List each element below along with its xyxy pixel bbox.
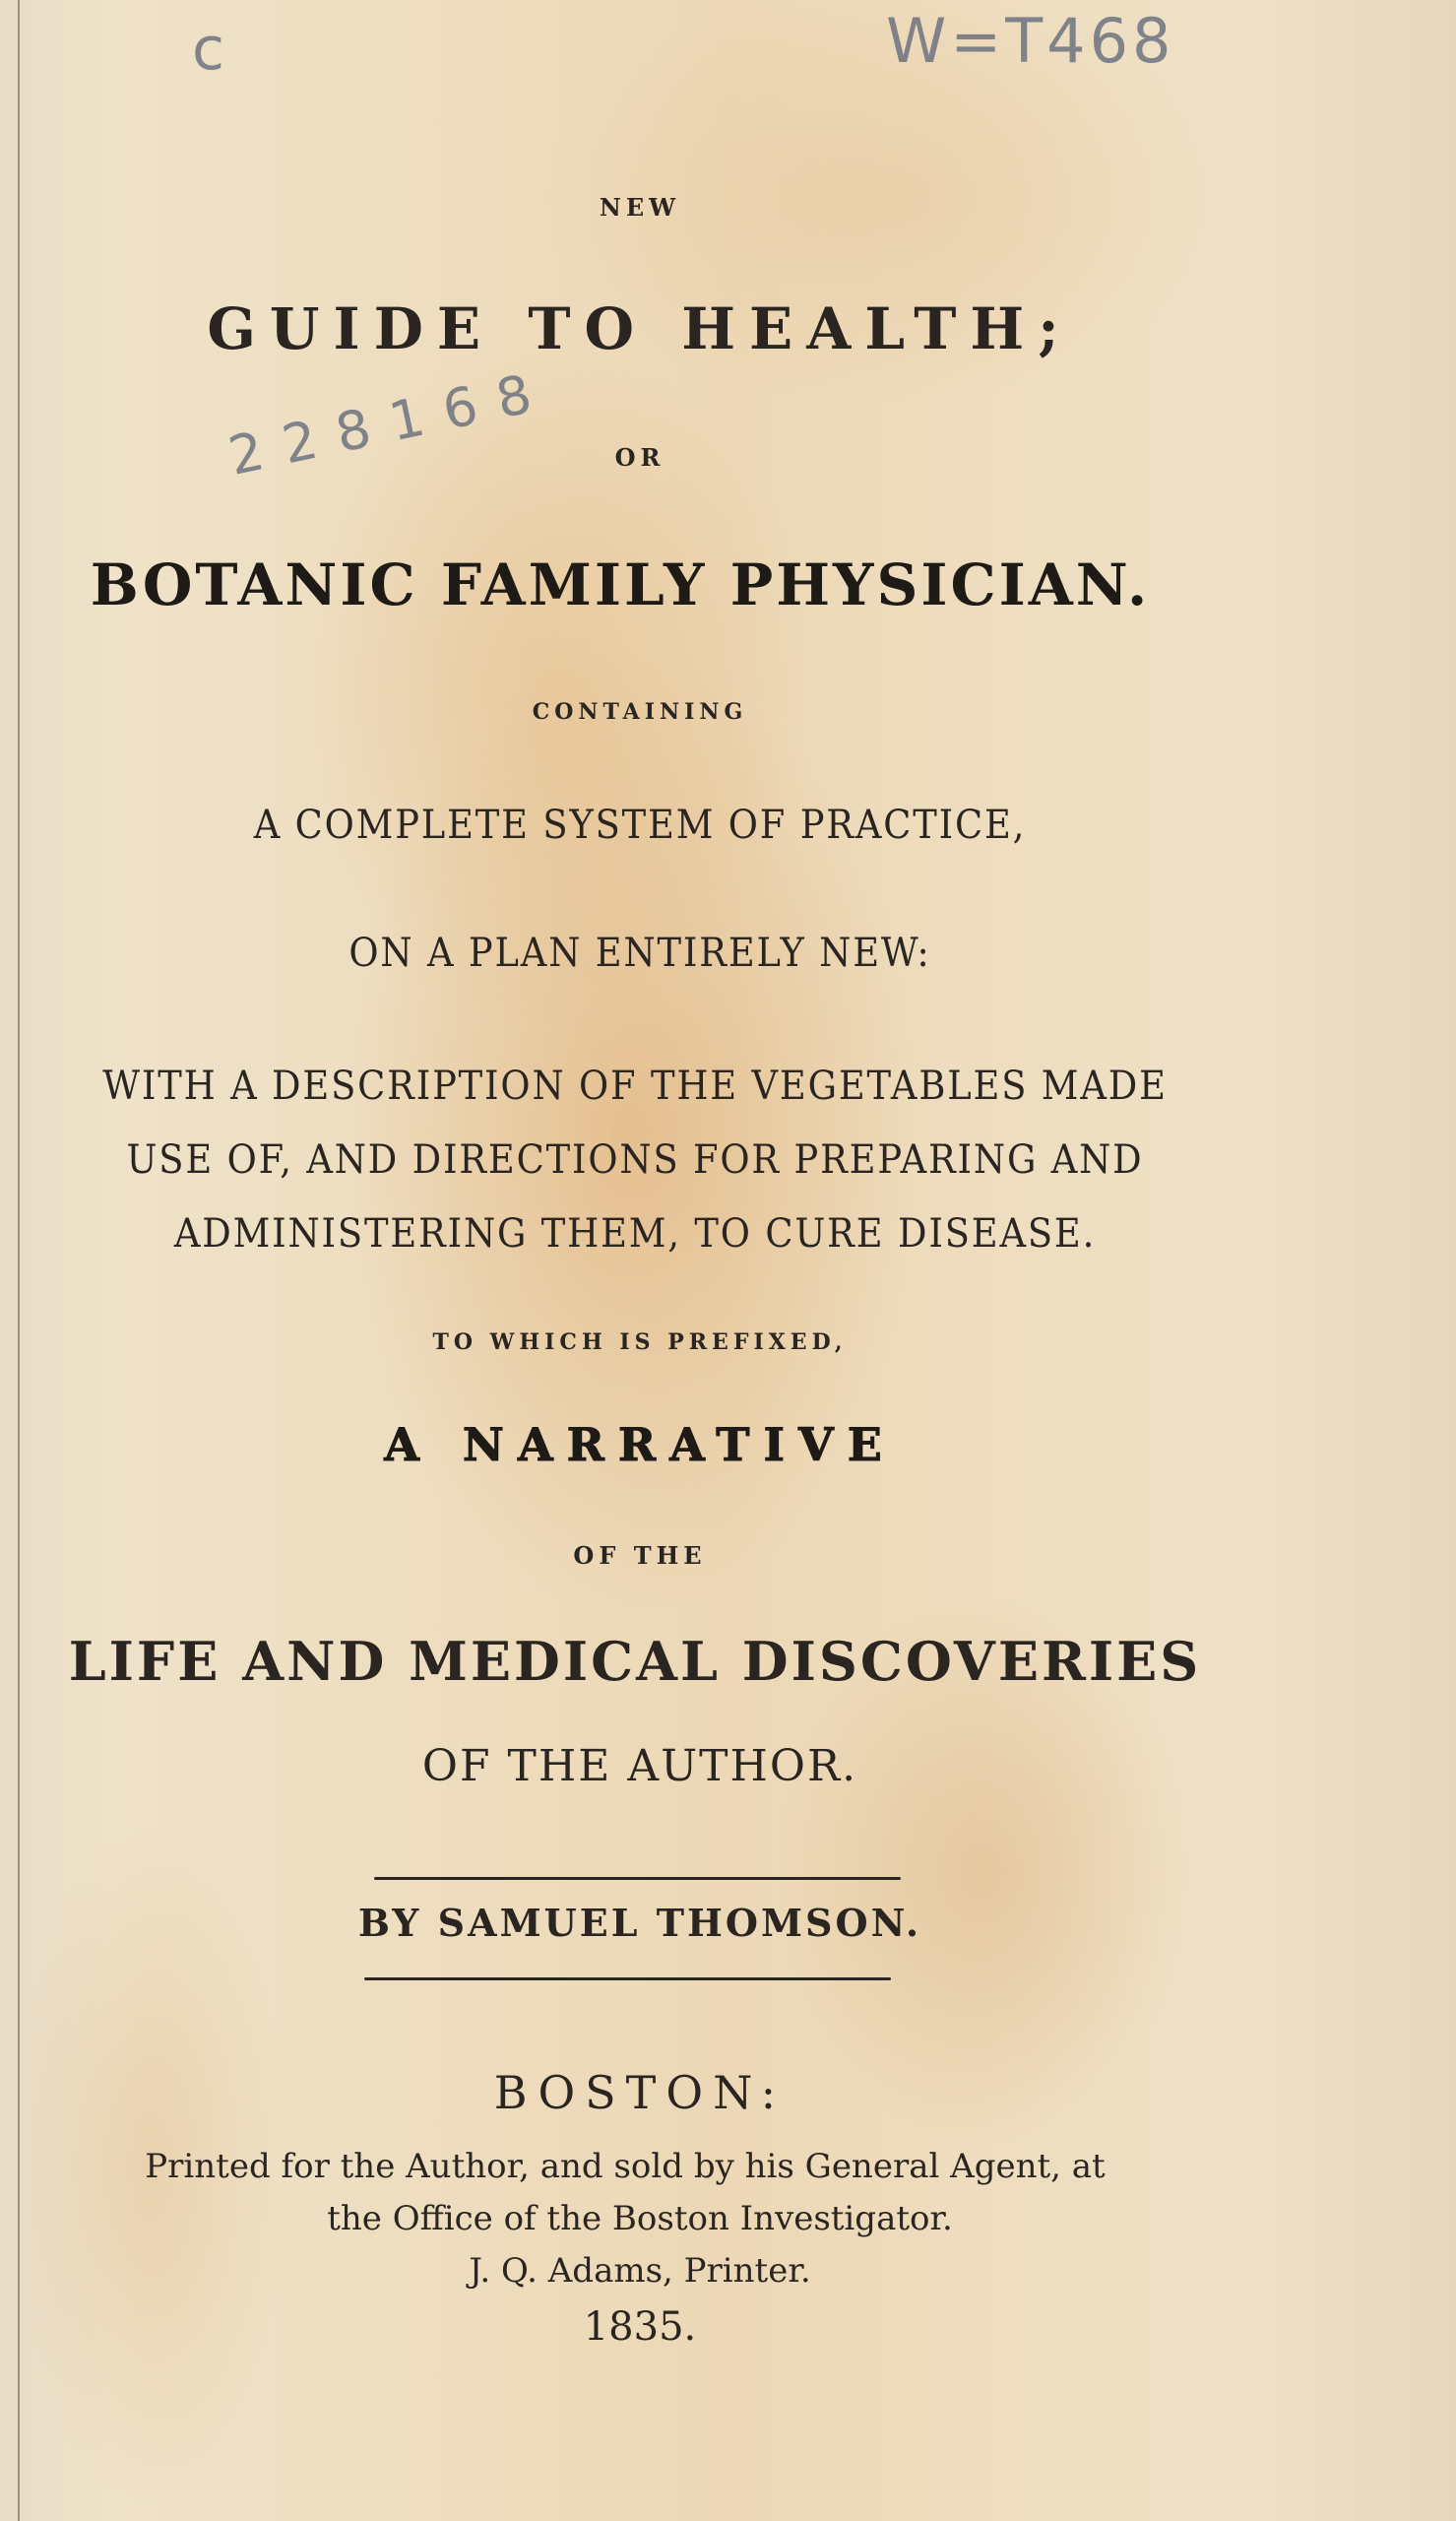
pencil-note-top-right: W=T468 [886, 5, 1175, 77]
page-edge [18, 0, 20, 2521]
title-prefix: NEW [599, 193, 681, 222]
description-line-1: WITH A DESCRIPTION OF THE VEGETABLES MADE [102, 1064, 1168, 1109]
subtitle: BOTANIC FAMILY PHYSICIAN. [90, 551, 1151, 618]
title-main: GUIDE TO HEALTH; [207, 295, 1073, 362]
containing-label: CONTAINING [532, 699, 748, 725]
narrative-heading: A NARRATIVE [384, 1418, 896, 1471]
life-line: LIFE AND MEDICAL DISCOVERIES [68, 1630, 1202, 1693]
imprint-printer: J. Q. Adams, Printer. [469, 2251, 811, 2291]
prefixed-label: TO WHICH IS PREFIXED, [432, 1329, 848, 1355]
plan-line: ON A PLAN ENTIRELY NEW: [348, 931, 931, 976]
rule-bottom [364, 1977, 891, 1980]
of-author-line: OF THE AUTHOR. [421, 1741, 858, 1791]
byline: BY SAMUEL THOMSON. [357, 1901, 922, 1945]
of-the-label: OF THE [573, 1541, 707, 1570]
imprint-city: BOSTON: [493, 2066, 787, 2119]
description-line-3: ADMINISTERING THEM, TO CURE DISEASE. [173, 1211, 1097, 1257]
pencil-note-margin: 2 2 8 1 6 8 [222, 362, 539, 487]
imprint-line-1: Printed for the Author, and sold by his General Agent, at [145, 2147, 1106, 2186]
rule-top [374, 1877, 901, 1880]
or-connector: OR [614, 443, 665, 472]
pencil-note-top-left: c [192, 15, 224, 84]
system-line: A COMPLETE SYSTEM OF PRACTICE, [253, 803, 1027, 848]
imprint-year: 1835. [583, 2304, 697, 2350]
imprint-line-2: the Office of the Boston Investigator. [327, 2199, 953, 2238]
description-line-2: USE OF, AND DIRECTIONS FOR PREPARING AND [126, 1137, 1144, 1183]
